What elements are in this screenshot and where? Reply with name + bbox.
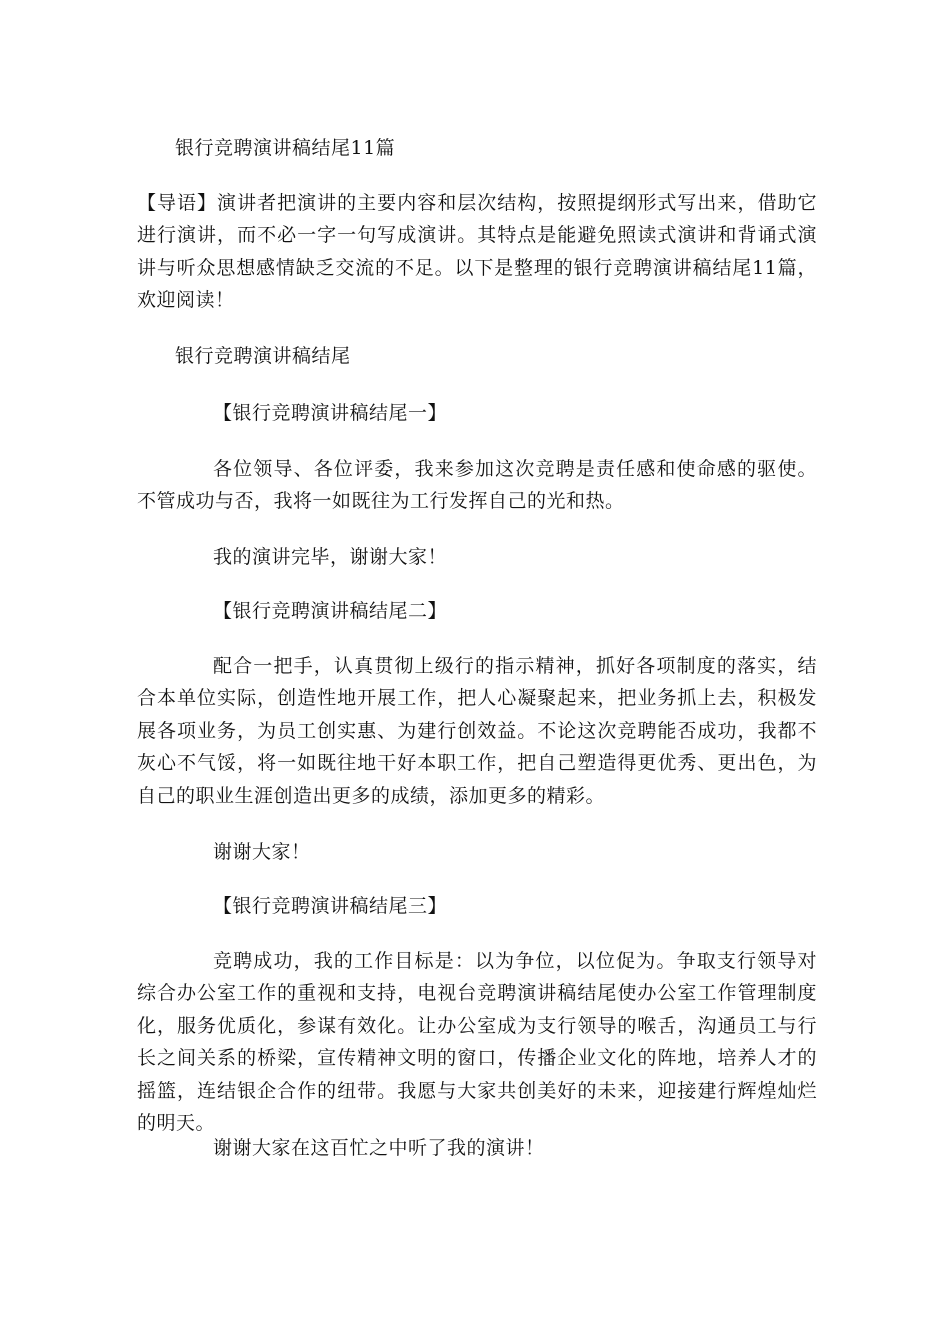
subsection-heading-3: 【银行竞聘演讲稿结尾三】 xyxy=(213,895,448,917)
subsection-heading-2: 【银行竞聘演讲稿结尾二】 xyxy=(213,600,448,622)
subsection-closing-2: 谢谢大家！ xyxy=(213,841,311,863)
subsection-body-3: 竞聘成功，我的工作目标是：以为争位，以位促为。争取支行领导对综合办公室工作的重视和支持，电视台竞聘演讲稿结尾使办公室工作管理制度化，服务优质化，参谋有效化。让办公室成为支行领导的喉舌，沟通员工与行长之间关系的桥梁，宣传精神文明的窗口，传播企业文化的阵地，培养人才的摇篮，连结银企合作的纽带。我愿与大家共创美好的未来，迎接建行辉煌灿烂的明天。 xyxy=(137,950,817,1135)
subsection-closing-3: 谢谢大家在这百忙之中听了我的演讲！ xyxy=(213,1137,545,1159)
subsection-heading-1: 【银行竞聘演讲稿结尾一】 xyxy=(213,402,448,424)
section-heading: 银行竞聘演讲稿结尾 xyxy=(175,345,351,367)
subsection-closing-1: 我的演讲完毕，谢谢大家！ xyxy=(213,546,448,568)
subsection-body-2: 配合一把手，认真贯彻上级行的指示精神，抓好各项制度的落实，结合本单位实际，创造性地开展工作，把人心凝聚起来，把业务抓上去，积极发展各项业务，为员工创实惠、为建行创效益。不论这次竞聘能否成功，我都不灰心不气馁，将一如既往地干好本职工作，把自己塑造得更优秀、更出色，为自己的职业生涯创造出更多的成绩，添加更多的精彩。 xyxy=(137,655,817,807)
intro-paragraph: 【导语】演讲者把演讲的主要内容和层次结构，按照提纲形式写出来，借助它进行演讲，而不必一字一句写成演讲。其特点是能避免照读式演讲和背诵式演讲与听众思想感情缺乏交流的不足。以下是整理的银行竞聘演讲稿结尾11篇，欢迎阅读！ xyxy=(137,192,817,312)
subsection-body-1: 各位领导、各位评委，我来参加这次竞聘是责任感和使命感的驱使。不管成功与否，我将一如既往为工行发挥自己的光和热。 xyxy=(137,458,817,513)
document-title: 银行竞聘演讲稿结尾11篇 xyxy=(175,137,396,159)
